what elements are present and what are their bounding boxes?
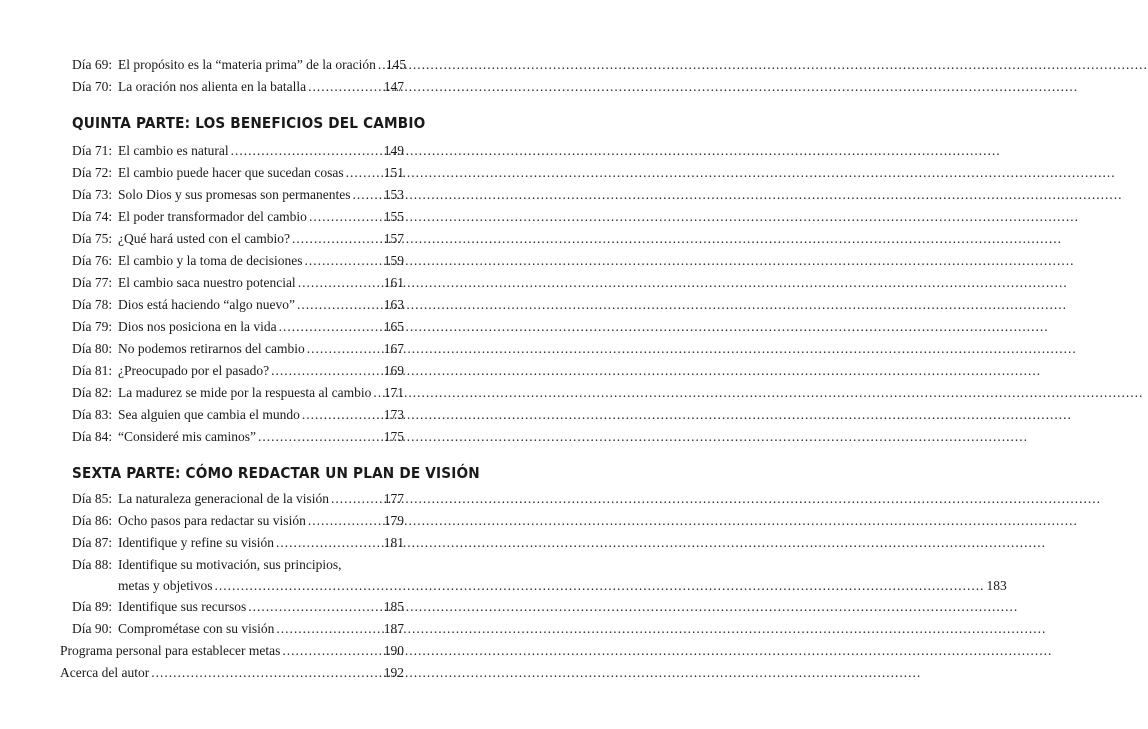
entry-day: Día 70:	[72, 79, 113, 94]
section-heading-quinta-parte: QUINTA PARTE: LOS BENEFICIOS DEL CAMBIO	[72, 114, 426, 132]
entry-page-number: 161	[383, 275, 404, 290]
toc-entry	[72, 294, 404, 316]
entry-title: El cambio es natural	[118, 143, 229, 158]
leader-dots	[302, 404, 382, 426]
toc-entry	[72, 382, 404, 404]
entry-day: Día 69:	[72, 57, 113, 72]
toc-entry	[72, 338, 404, 360]
leader-dots	[248, 596, 382, 618]
entry-title: Dios está haciendo “algo nuevo”	[118, 297, 295, 312]
toc-entry	[72, 228, 404, 250]
leader-dots	[304, 250, 381, 272]
leader-dots	[308, 510, 382, 532]
leader-dots	[297, 294, 382, 316]
entry-title: El cambio puede hacer que sucedan cosas	[118, 165, 344, 180]
entry-day: Día 79:	[72, 319, 113, 334]
entry-page-number: 171	[383, 385, 404, 400]
entry-day: Día 78:	[72, 297, 113, 312]
entry-page-number: 167	[383, 341, 404, 356]
entry-page-number: 163	[383, 297, 404, 312]
entry-title: La madurez se mide por la respuesta al cambio	[118, 385, 372, 400]
leader-dots	[271, 360, 382, 382]
entry-title: Identifique y refine su visión	[118, 535, 274, 550]
toc-back-matter	[0, 640, 468, 684]
toc-entry	[72, 404, 404, 426]
leader-dots	[279, 316, 382, 338]
toc-entry	[72, 426, 404, 448]
entry-title: La oración nos alienta en la batalla	[118, 79, 307, 94]
entry-day: Día 83:	[72, 407, 113, 422]
entry-title: Comprométase con su visión	[118, 621, 275, 636]
leader-dots	[151, 662, 382, 684]
section-heading-sexta-parte: SEXTA PARTE: CÓMO REDACTAR UN PLAN DE VISIÓN	[72, 464, 480, 482]
entry-page-number: 149	[383, 143, 404, 158]
toc-entry	[72, 360, 404, 382]
entry-title: El propósito es la “materia prima” de la oración	[118, 57, 376, 72]
entry-title: El cambio saca nuestro potencial	[118, 275, 296, 290]
entry-day: Día 76:	[72, 253, 113, 268]
entry-title: Ocho pasos para redactar su visión	[118, 513, 306, 528]
entry-page-number: 159	[383, 253, 404, 268]
entry-title: El poder transformador del cambio	[118, 209, 307, 224]
entry-page-number: 177	[383, 491, 404, 506]
entry-page-number: 181	[383, 535, 404, 550]
entry-title: Identifique su motivación, sus principios,	[118, 557, 342, 572]
entry-page-number: 157	[383, 231, 404, 246]
entry-title: Acerca del autor	[60, 665, 150, 680]
toc-entry	[72, 596, 404, 618]
entry-title-continued: metas y objetivos	[118, 578, 213, 593]
entry-page-number: 192	[383, 665, 404, 680]
toc-entry	[72, 54, 407, 76]
toc-entry-88	[0, 554, 1007, 596]
leader-dots	[231, 140, 382, 162]
entry-day: Día 87:	[72, 535, 113, 550]
toc-section6-entries	[0, 488, 468, 554]
toc-entry	[72, 510, 404, 532]
entry-title: ¿Preocupado por el pasado?	[118, 363, 270, 378]
leader-dots	[352, 184, 381, 206]
toc-section6-entries-after	[0, 596, 468, 640]
entry-page-number: 179	[383, 513, 404, 528]
toc-entry	[72, 206, 404, 228]
leader-dots	[282, 640, 381, 662]
toc-entry	[72, 272, 404, 294]
leader-dots	[373, 382, 381, 404]
entry-day: Día 71:	[72, 143, 113, 158]
entry-page-number: 190	[383, 643, 404, 658]
toc-section5-entries	[0, 140, 468, 448]
toc-entry	[72, 488, 404, 510]
leader-dots	[298, 272, 382, 294]
entry-day: Día 85:	[72, 491, 113, 506]
entry-title: No podemos retirarnos del cambio	[118, 341, 305, 356]
leader-dots	[309, 206, 382, 228]
entry-day: Día 72:	[72, 165, 113, 180]
entry-day: Día 75:	[72, 231, 113, 246]
leader-dots	[258, 426, 382, 448]
entry-title: Identifique sus recursos	[118, 599, 247, 614]
entry-title: Dios nos posiciona en la vida	[118, 319, 277, 334]
entry-page-number: 187	[383, 621, 404, 636]
toc-entry	[60, 662, 404, 684]
entry-day: Día 86:	[72, 513, 113, 528]
entry-page-number: 185	[383, 599, 404, 614]
entry-title: “Consideré mis caminos”	[118, 429, 256, 444]
entry-title: El cambio y la toma de decisiones	[118, 253, 303, 268]
entry-page-number: 165	[383, 319, 404, 334]
entry-day: Día 88:	[72, 557, 113, 572]
leader-dots	[292, 228, 382, 250]
toc-entry	[72, 76, 404, 98]
entry-day: Día 73:	[72, 187, 113, 202]
toc-entry	[72, 162, 404, 184]
entry-day: Día 82:	[72, 385, 113, 400]
toc-entry	[72, 184, 404, 206]
entry-page-number: 183	[986, 578, 1007, 593]
leader-dots	[331, 488, 382, 510]
entry-day: Día 80:	[72, 341, 113, 356]
leader-dots	[215, 576, 985, 596]
entry-page-number: 169	[383, 363, 404, 378]
entry-day: Día 90:	[72, 621, 113, 636]
entry-page-number: 145	[385, 57, 407, 72]
entry-title: Programa personal para establecer metas	[60, 643, 281, 658]
entry-page-number: 153	[383, 187, 404, 202]
entry-title: La naturaleza generacional de la visión	[118, 491, 330, 506]
entry-page-number: 155	[383, 209, 404, 224]
entry-title: ¿Qué hará usted con el cambio?	[118, 231, 291, 246]
entry-day: Día 84:	[72, 429, 113, 444]
entry-day: Día 77:	[72, 275, 113, 290]
entry-page-number: 147	[383, 79, 404, 94]
entry-title: Sea alguien que cambia el mundo	[118, 407, 300, 422]
entry-day: Día 89:	[72, 599, 113, 614]
toc-top-entries	[0, 54, 468, 98]
leader-dots	[276, 618, 381, 640]
entry-day: Día 74:	[72, 209, 113, 224]
toc-entry	[72, 140, 404, 162]
leader-dots	[308, 76, 382, 98]
leader-dots	[378, 54, 384, 76]
entry-page-number: 173	[383, 407, 404, 422]
toc-entry	[72, 250, 404, 272]
toc-entry	[60, 640, 404, 662]
entry-page-number: 175	[383, 429, 404, 444]
leader-dots	[307, 338, 382, 360]
leader-dots	[346, 162, 382, 184]
entry-day: Día 81:	[72, 363, 113, 378]
toc-entry	[72, 532, 404, 554]
toc-entry	[72, 618, 404, 640]
entry-title: Solo Dios y sus promesas son permanentes	[118, 187, 351, 202]
toc-entry	[72, 316, 404, 338]
leader-dots	[276, 532, 382, 554]
entry-page-number: 151	[383, 165, 404, 180]
